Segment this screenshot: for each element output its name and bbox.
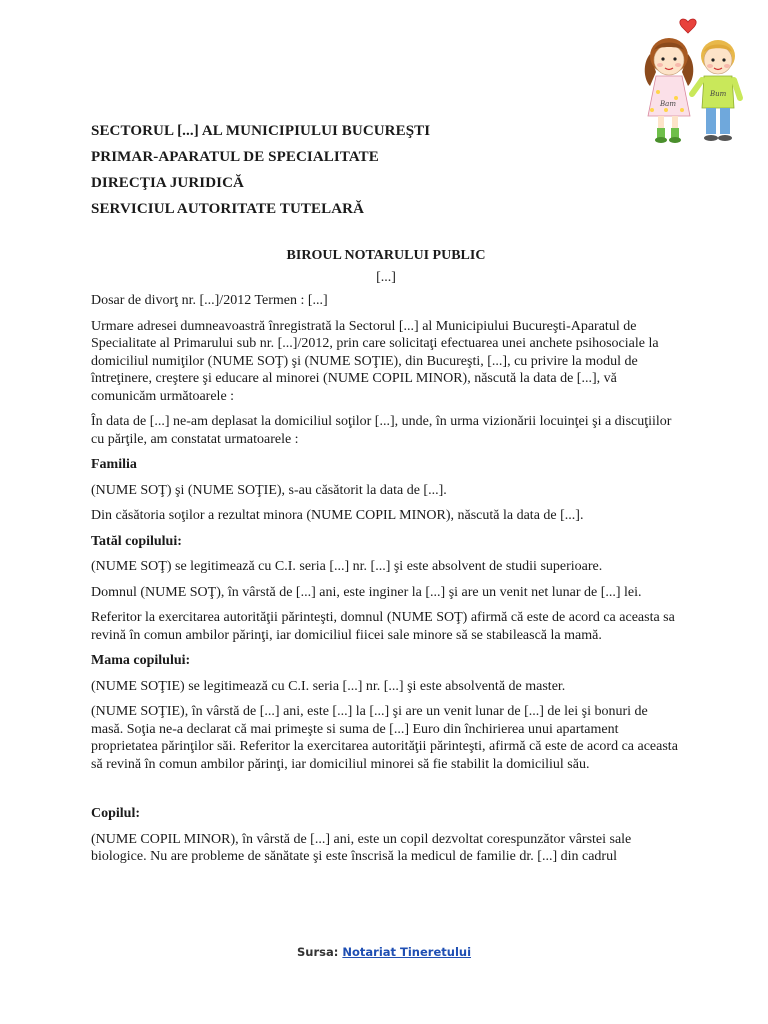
source-footer [0, 945, 768, 959]
boy-figure [692, 40, 740, 141]
tatal-heading: Tatăl copilului: [91, 533, 182, 549]
tatal-paragraph-1: (NUME SOŢ) se legitimează cu C.I. seria [...] nr. [...] şi este absolvent de studii superioare. [91, 559, 603, 574]
header-line-directia: DIRECŢIA JURIDICĂ [91, 175, 244, 191]
document-body [91, 246, 681, 874]
mama-heading: Mama copilului: [91, 653, 191, 668]
svg-text:Bam: Bam [660, 100, 676, 108]
header-line-serviciul: SERVICIUL AUTORITATE TUTELARĂ [91, 201, 365, 217]
visit-paragraph: În data de [...] ne-am deplasat la domiciliul soţilor [...], unde, în urma vizionării locuinţei şi a discuţiilor cu părţile, am constatat urmatoarele : [91, 414, 672, 447]
copilul-heading: Copilul: [91, 806, 141, 821]
source-link[interactable]: Notariat Tineretului [342, 945, 472, 959]
children-illustration [636, 14, 754, 148]
recipient-title: BIROUL NOTARULUI PUBLIC [286, 248, 486, 263]
familia-heading: Familia [91, 457, 137, 472]
source-label: Sursa: [296, 945, 339, 959]
familia-paragraph-2: Din căsătoria soţilor a rezultat minora (NUME COPIL MINOR), născută la data de [...]. [91, 508, 584, 523]
tatal-paragraph-2: Domnul (NUME SOŢ), în vârstă de [...] ani, este inginer la [...] şi are un venit net lunar de [...] lei. [91, 584, 642, 600]
intro-paragraph: Urmare adresei dumneavoastră înregistrată la Sectorul [...] al Municipiului Bucureşti-Aparatul de Specialitate al Primarului sub nr. [...]/2012, prin care solicitaţi efectuarea unei anchete psihosociale la domiciliul numiţilor (NUME SOŢ) şi (NUME SOŢIE), din Bucureşti, [...], cu privire la modul de întreţinere, creştere şi educare al minorei (NUME COPIL MINOR), născută la data de [...], vă comunicăm următoarele : [91, 318, 659, 404]
recipient-placeholder: [...] [376, 270, 396, 285]
mama-paragraph-2: (NUME SOŢIE), în vârstă de [...] ani, este [...] la [...] şi are un venit lunar de [...] de lei şi bonuri de masă. Soţia ne-a declarat că mai primeşte si suma de [...] Euro din închirierea unui apartament proprietatea părinţilor săi. Referitor la exercitarea autorităţii părinteşti, afirmă că este de acord ca aceasta să revină în comun ambilor părinţi, iar domiciliul minorei să fie stabilit la domiciliul său. [91, 704, 678, 772]
dosar-line: Dosar de divorţ nr. [...]/2012 Termen : [...] [91, 293, 328, 308]
tatal-paragraph-3: Referitor la exercitarea autorităţii părinteşti, domnul (NUME SOŢ) afirmă că este de acord ca aceasta sa revină în comun ambilor părinţi, iar domiciliul fiicei sale minore să se stabilească la mamă. [91, 610, 675, 643]
header-line-sector: SECTORUL [...] AL MUNICIPIULUI BUCUREŞTI [91, 123, 431, 139]
svg-text:Bum: Bum [710, 90, 727, 98]
header-line-primar: PRIMAR-APARATUL DE SPECIALITATE [91, 149, 379, 165]
mama-paragraph-1: (NUME SOŢIE) se legitimează cu C.I. seria [...] nr. [...] şi este absolventă de master. [91, 678, 566, 694]
girl-figure [645, 38, 694, 143]
copilul-paragraph-1: (NUME COPIL MINOR), în vârstă de [...] ani, este un copil dezvoltat corespunzător vârstei sale biologice. Nu are probleme de sănătate şi este înscrisă la medicul de familie dr. [...] din cadrul [91, 831, 632, 864]
institution-header [91, 118, 611, 222]
familia-paragraph-1: (NUME SOŢ) şi (NUME SOŢIE), s-au căsătorit la data de [...]. [91, 482, 447, 498]
